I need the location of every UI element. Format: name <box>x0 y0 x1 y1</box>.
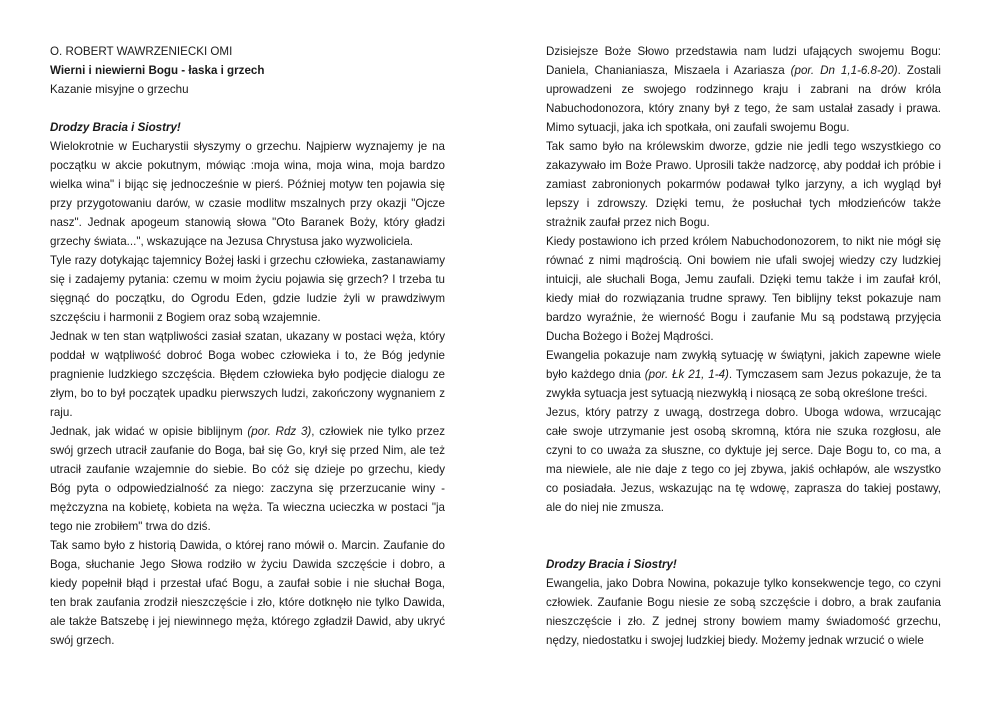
paragraph-text: , człowiek nie tylko przez swój grzech utracił zaufanie do Boga, bał się Go, krył się przed Nim, ale też utracił zaufanie wzajemnie do siebie. Bo cóż się dzieje po grzechu, kiedy Bóg pyta o odpowiedzialność za niego: zaczyna się przerzucanie winy - mężczyzna na kobietę, kobieta na węża. Ta wieczna ucieczka w postaci "ja tego nie zrobiłem" trwa do dziś. <box>50 425 445 533</box>
blank-line <box>50 99 445 118</box>
author-name: O. ROBERT WAWRZENIECKI OMI <box>50 45 233 58</box>
paragraph-text: . Tymczasem sam Jezus pokazuje, że ta zwykła sytuacja jest sytuacją niezwykłą i niosącą ze sobą określone treści. <box>546 368 941 400</box>
paragraph-text: . Zostali uprowadzeni ze swojego rodzinnego kraju i zabrani na drów króla Nabuchodonozora, który znany był z tego, że sam ustalał zasady i prawa. Mimo sytuacji, jaka ich spotkała, oni zaufali swojemu Bogu. <box>546 64 942 134</box>
paragraph: Wielokrotnie w Eucharystii słyszymy o grzechu. Najpierw wyznajemy je na początku w akcie pokutnym, mówiąc :moja wina, moja wina, moja bardzo wielka wina" i bijąc się jednocześnie w pierś. Później motyw ten pojawia się przy przygotowaniu darów, w czasie modlitw mszalnych przy okazji "Ojcze nasz". Jednak apogeum stanowią słowa "Oto Baranek Boży, który gładzi grzechy świata...", wskazujące na Jezusa Chrystusa jako wyzwoliciela. <box>50 140 445 248</box>
left-column <box>50 42 445 650</box>
paragraph <box>546 42 941 137</box>
paragraph: Jednak w ten stan wątpliwości zasiał szatan, ukazany w postaci węża, który poddał w wątpliwość dobroć Boga wobec człowieka i to, że Bóg jedynie pragnienie ludzkiego szczęścia. Błędem człowieka było podjęcie dialogu ze złym, bo to był początek upadku pierwszych ludzi, zakończony wygnaniem z raju. <box>50 330 445 419</box>
sermon-subtitle: Kazanie misyjne o grzechu <box>50 83 189 96</box>
paragraph: Jezus, który patrzy z uwagą, dostrzega dobro. Uboga wdowa, wrzucając całe swoje utrzymanie jest osobą skromną, która nie szuka rozgłosu, ale czyni to co uważa za słuszne, co dyktuje jej serce. Daje Bogu to, co ma, a ma niewiele, ale nie daje z tego co jej zbywa, jakiś ochłapów, ale wszystko co posiadała. Jezus, wskazując na tę wdowę, zaprasza do takiej postawy, ale do niej nie zmusza. <box>546 406 941 514</box>
paragraph-text: Ewangelia pokazuje nam zwykłą sytuację w świątyni, jakich zapewne wiele było każdego dnia <box>546 349 941 381</box>
bible-reference: (por. Łk 21, 1-4) <box>644 368 729 381</box>
greeting: Drodzy Bracia i Siostry! <box>546 558 677 571</box>
paragraph: Tak samo było z historią Dawida, o której rano mówił o. Marcin. Zaufanie do Boga, słuchanie Jego Słowa rodziło w życiu Dawida szczęście i dobro, a kiedy popełnił błąd i przestał ufać Bogu, a zaufał sobie i nie słuchał Boga, ten brak zaufania zrodził nieszczęście i zło, które dotknęło nie tylko Dawida, ale także Batszebę i jej niewinnego męża, którego zgładził Dawid, aby ukryć swój grzech. <box>50 539 445 647</box>
paragraph: Tak samo było na królewskim dworze, gdzie nie jedli tego wszystkiego co zakazywało im Boże Prawo. Uprosili także nadzorcę, aby poddał ich próbie i zamiast zabronionych pokarmów podawał tylko jarzyny, a ich wygląd był lepszy i zdrowszy. Dzięki temu, że posłuchał tych młodzieńców także strażnik zaufał przez nich Bogu. <box>546 140 941 229</box>
paragraph: Tyle razy dotykając tajemnicy Bożej łaski i grzechu człowieka, zastanawiamy się i zadajemy pytania: czemu w moim życiu pojawia się grzech? I trzeba tu sięgnąć do początku, do Ogrodu Eden, gdzie ludzie żyli w prawdziwym szczęściu i harmonii z Bogiem oraz sobą wzajemnie. <box>50 254 445 324</box>
paragraph-text: Jednak, jak widać w opisie biblijnym <box>50 425 248 438</box>
right-column <box>546 42 941 650</box>
sermon-title: Wierni i niewierni Bogu - łaska i grzech <box>50 64 265 77</box>
bible-reference: (por. Dn 1,1-6.8-20) <box>790 64 898 77</box>
blank-line <box>546 517 941 555</box>
paragraph: Kiedy postawiono ich przed królem Nabuchodonozorem, to nikt nie mógł się równać z nimi mądrością. Oni bowiem nie ufali swojej wiedzy czy ludzkiej intuicji, ale słuchali Boga, Jemu zaufali. Dzięki temu także i im zaufał król, kiedy miał do rozwiązania trudne sprawy. Ten biblijny tekst pokazuje nam bardzo wyraźnie, że wierność Bogu i zaufanie Mu są podstawą przyjęcia Ducha Bożego i Bożej Mądrości. <box>546 235 941 343</box>
paragraph: Ewangelia, jako Dobra Nowina, pokazuje tylko konsekwencje tego, co czyni człowiek. Zaufanie Bogu niesie ze sobą szczęście i dobro, a brak zaufania nieszczęście i zło. Z jednej strony bowiem mamy świadomość grzechu, nędzy, niedostatku i swojej ludzkiej biedy. Możemy jednak wrzucić o wiele <box>546 577 941 647</box>
paragraph <box>50 422 445 536</box>
greeting: Drodzy Bracia i Siostry! <box>50 121 181 134</box>
paragraph-text: Dzisiejsze Boże Słowo przedstawia nam ludzi ufających swojemu Bogu: Daniela, Chanianiasza, Miszaela i Azariasza <box>546 45 941 77</box>
bible-reference: (por. Rdz 3) <box>247 425 312 438</box>
paragraph <box>546 346 941 403</box>
